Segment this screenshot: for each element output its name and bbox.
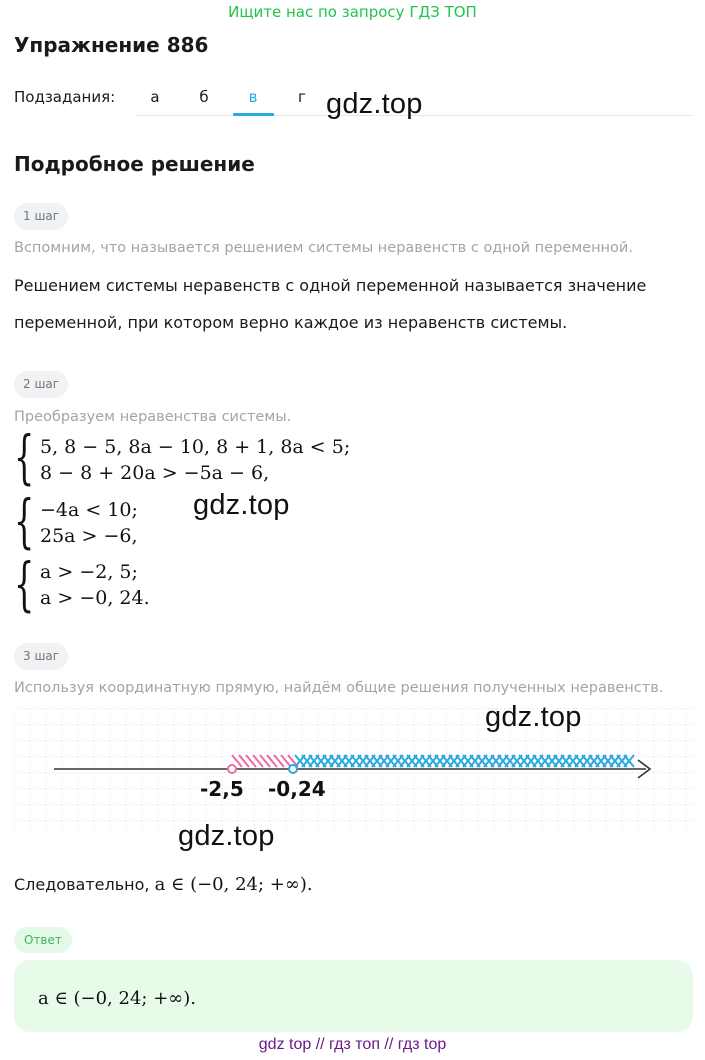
watermark: gdz.top — [193, 489, 290, 521]
step-hint: Используя координатную прямую, найдём общие решения полученных неравенств. — [14, 680, 664, 696]
step-badge: 3 шаг — [14, 643, 68, 670]
system-line: 8 − 8 + 20a > −5a − 6, — [40, 462, 270, 484]
number-line-diagram — [14, 708, 694, 830]
watermark: gdz.top — [178, 820, 275, 852]
subtask-active-indicator — [233, 113, 274, 116]
subtasks-label: Подзадания: — [14, 88, 116, 106]
system-line: 25a > −6, — [40, 525, 138, 547]
answer-math: a ∈ (−0, 24; +∞). — [38, 988, 197, 1009]
point-open-minus-2-5 — [228, 765, 236, 773]
system-line: a > −0, 24. — [40, 587, 150, 609]
subtask-tab-g[interactable]: г — [298, 88, 306, 106]
watermark: gdz.top — [485, 701, 582, 733]
point-open-minus-0-24 — [289, 765, 297, 773]
system-line: −4a < 10; — [40, 499, 138, 521]
answer-badge: Ответ — [14, 927, 72, 953]
system-line: 5, 8 − 5, 8a − 10, 8 + 1, 8a < 5; — [40, 436, 351, 458]
step-text-line: переменной, при котором верно каждое из неравенств системы. — [14, 313, 568, 332]
exercise-title: Упражнение 886 — [14, 33, 209, 57]
step-badge: 2 шаг — [14, 371, 68, 398]
step-hint: Преобразуем неравенства системы. — [14, 409, 292, 425]
promo-banner[interactable]: Ищите нас по запросу ГДЗ ТОП — [228, 3, 477, 21]
step-text-line: Решением системы неравенств с одной переменной называется значение — [14, 276, 647, 295]
step-hint: Вспомним, что называется решением системы неравенств с одной переменной. — [14, 240, 633, 256]
subtask-tab-v[interactable]: в — [248, 88, 258, 106]
label-minus-2-5: -2,5 — [200, 777, 244, 801]
answer-box — [14, 960, 693, 1032]
step-badge: 1 шаг — [14, 203, 68, 230]
system-brace: { — [14, 550, 35, 618]
conclusion-prefix: Следовательно, — [14, 875, 150, 894]
subtask-tab-b[interactable]: б — [199, 88, 209, 106]
conclusion — [14, 874, 313, 895]
label-minus-0-24: -0,24 — [268, 777, 326, 801]
system-brace: { — [14, 487, 35, 555]
solution-title: Подробное решение — [14, 152, 255, 176]
system-line: a > −2, 5; — [40, 561, 138, 583]
conclusion-math: a ∈ (−0, 24; +∞). — [154, 874, 313, 895]
watermark: gdz.top — [326, 88, 423, 120]
footer-links[interactable]: gdz top // гдз топ // гдз top — [258, 1036, 447, 1053]
subtask-tab-a[interactable]: а — [150, 88, 160, 106]
system-brace: { — [14, 423, 35, 491]
